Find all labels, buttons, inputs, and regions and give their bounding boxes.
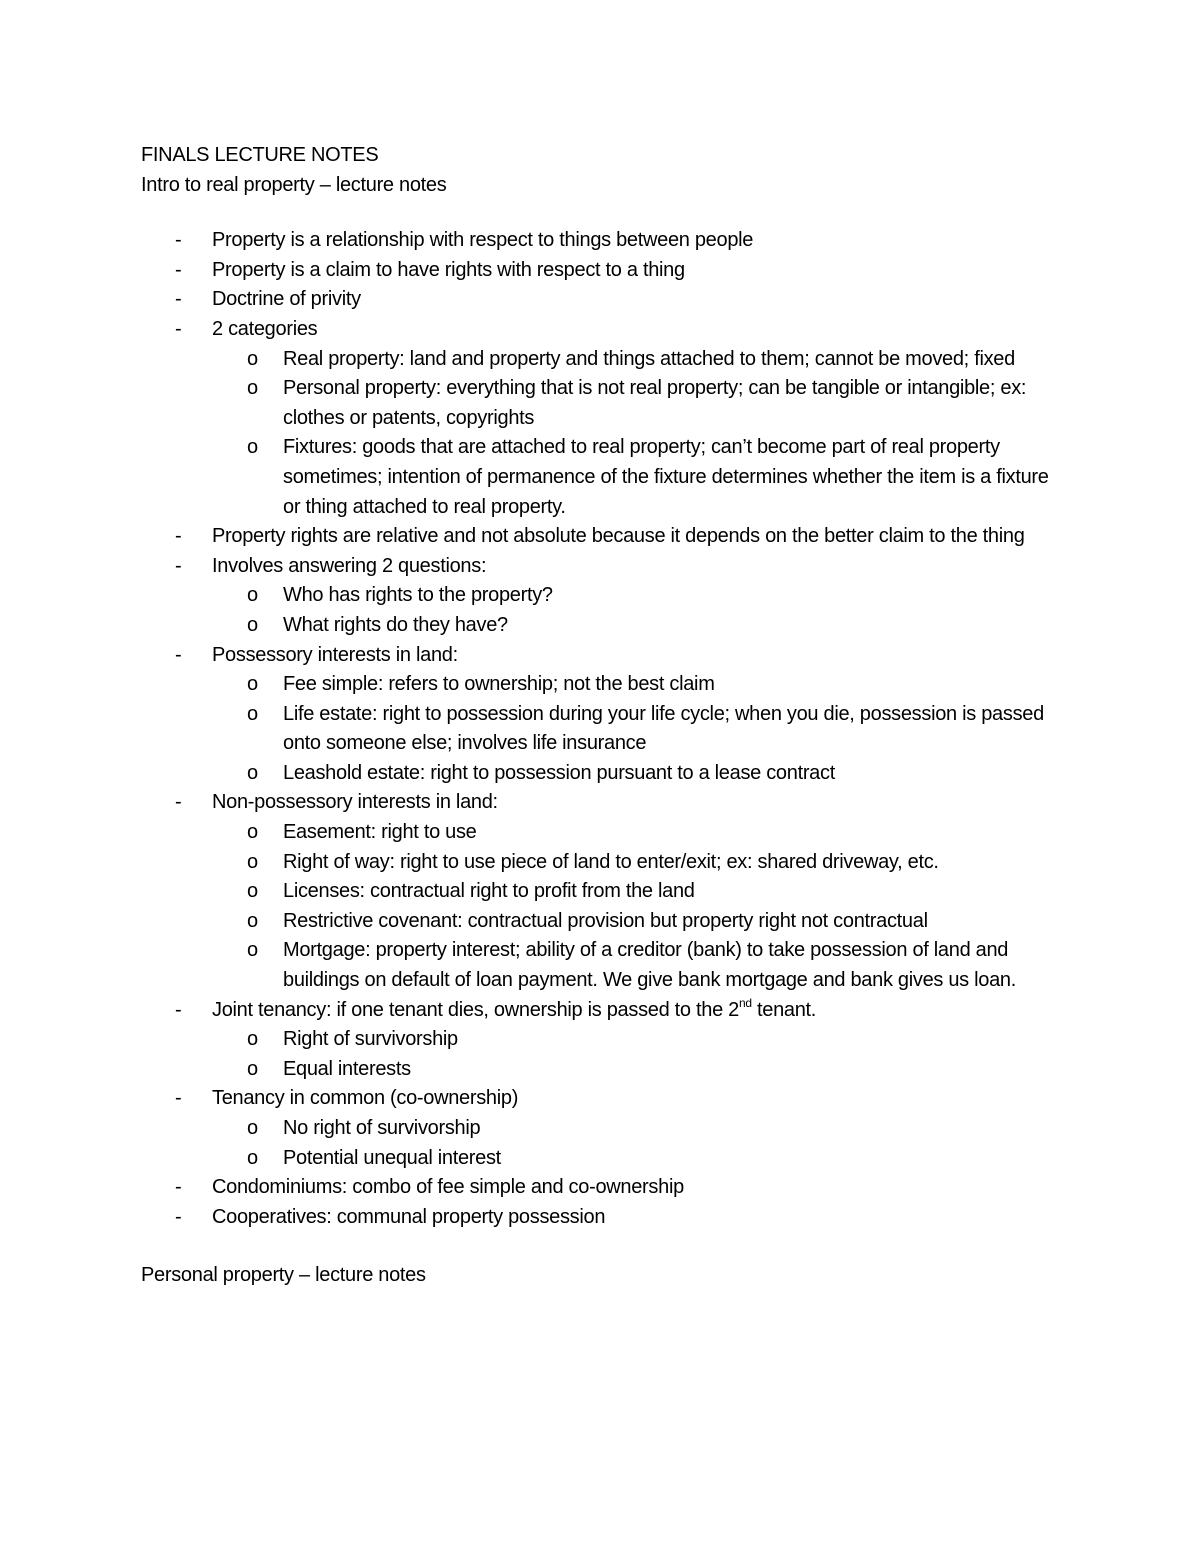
circle-bullet: o: [247, 584, 258, 607]
superscript: nd: [739, 995, 752, 1010]
sub-list: [212, 581, 1061, 640]
sub-list-item: [212, 345, 1061, 375]
sub-list-item: [212, 374, 1061, 433]
section-heading-real-property: Intro to real property – lecture notes: [141, 173, 447, 196]
document-page: [141, 141, 1061, 1291]
list-item: [141, 256, 1061, 286]
list-item: [141, 641, 1061, 789]
sub-list-item-text: Who has rights to the property?: [283, 584, 553, 607]
dash-bullet: -: [175, 1087, 182, 1110]
sub-list-item-text: What rights do they have?: [283, 613, 508, 636]
list-item: [141, 315, 1061, 522]
sub-list: [212, 818, 1061, 996]
sub-list-item: [212, 848, 1061, 878]
list-item-text: Non-possessory interests in land:: [212, 791, 498, 814]
sub-list: [212, 1025, 1061, 1084]
notes-list: [141, 226, 1061, 1232]
list-item-text: 2 categories: [212, 317, 318, 340]
sub-list-item: [212, 818, 1061, 848]
document-title: FINALS LECTURE NOTES: [141, 144, 379, 166]
sub-list-item-text: Fixtures: goods that are attached to real property; can’t become part of real property sometimes; intention of permanence of the fixture determines whether the item is a fixture or thing attached to real property.: [283, 436, 1049, 518]
circle-bullet: o: [247, 850, 258, 873]
sub-list-item-text: Leashold estate: right to possession pursuant to a lease contract: [283, 761, 835, 784]
sub-list-item: [212, 1055, 1061, 1085]
sub-list-item: [212, 907, 1061, 937]
dash-bullet: -: [175, 525, 182, 548]
dash-bullet: -: [175, 258, 182, 281]
circle-bullet: o: [247, 436, 258, 459]
sub-list-item-text: Restrictive covenant: contractual provision but property right not contractual: [283, 909, 928, 932]
sub-list-item: [212, 700, 1061, 759]
list-item-text: Property rights are relative and not absolute because it depends on the better claim to the thing: [212, 525, 1025, 548]
sub-list-item: [212, 581, 1061, 611]
circle-bullet: o: [247, 821, 258, 844]
list-item-text: Involves answering 2 questions:: [212, 554, 487, 577]
sub-list-item: [212, 759, 1061, 789]
list-item-text: Property is a claim to have rights with respect to a thing: [212, 258, 685, 281]
dash-bullet: -: [175, 998, 182, 1021]
circle-bullet: o: [247, 377, 258, 400]
sub-list-item: [212, 611, 1061, 641]
circle-bullet: o: [247, 673, 258, 696]
sub-list-item: [212, 936, 1061, 995]
sub-list-item-text: Right of survivorship: [283, 1028, 458, 1051]
dash-bullet: -: [175, 554, 182, 577]
sub-list-item-text: Mortgage: property interest; ability of a creditor (bank) to take possession of land and buildings on default of loan payment. We give bank mortgage and bank gives us loan.: [283, 939, 1017, 992]
circle-bullet: o: [247, 1117, 258, 1139]
sub-list-item-text: No right of survivorship: [283, 1117, 481, 1139]
list-item-text: Doctrine of privity: [212, 288, 361, 311]
circle-bullet: o: [247, 939, 258, 962]
list-item: [141, 226, 1061, 256]
sub-list-item-text: Potential unequal interest: [283, 1146, 501, 1169]
sub-list-item-text: Equal interests: [283, 1057, 411, 1080]
sub-list-item-text: Life estate: right to possession during your life cycle; when you die, possession is passed onto someone else; involves life insurance: [283, 702, 1044, 755]
list-item-text: Cooperatives: communal property possession: [212, 1205, 606, 1228]
dash-bullet: -: [175, 1205, 182, 1228]
sub-list-item: [212, 877, 1061, 907]
sub-list-item-text: Right of way: right to use piece of land to enter/exit; ex: shared driveway, etc.: [283, 850, 939, 873]
sub-list: [212, 345, 1061, 523]
list-item: [141, 1084, 1061, 1173]
sub-list-item-text: Real property: land and property and things attached to them; cannot be moved; fixed: [283, 347, 1015, 370]
sub-list-item: [212, 1114, 1061, 1144]
list-item: [141, 1203, 1061, 1233]
list-item: [141, 285, 1061, 315]
sub-list: [212, 670, 1061, 788]
circle-bullet: o: [247, 1146, 258, 1169]
list-item-text: Property is a relationship with respect to things between people: [212, 229, 754, 252]
list-item: [141, 552, 1061, 641]
sub-list: [212, 1114, 1061, 1173]
list-item-text: Possessory interests in land:: [212, 643, 458, 666]
circle-bullet: o: [247, 1028, 258, 1051]
circle-bullet: o: [247, 613, 258, 636]
section-heading-personal-property: Personal property – lecture notes: [141, 1264, 426, 1287]
dash-bullet: -: [175, 229, 182, 252]
dash-bullet: -: [175, 643, 182, 666]
circle-bullet: o: [247, 1057, 258, 1080]
circle-bullet: o: [247, 702, 258, 725]
dash-bullet: -: [175, 791, 182, 814]
sub-list-item-text: Personal property: everything that is not real property; can be tangible or intangible; ex: clothes or patents, copyrights: [283, 377, 1027, 429]
dash-bullet: -: [175, 288, 182, 311]
circle-bullet: o: [247, 909, 258, 932]
list-item: [141, 996, 1061, 1085]
sub-list-item-text: Licenses: contractual right to profit from the land: [283, 880, 695, 903]
list-item: [141, 1173, 1061, 1203]
sub-list-item-text: Fee simple: refers to ownership; not the best claim: [283, 673, 715, 696]
list-item-text: Joint tenancy: if one tenant dies, ownership is passed to the 2: [212, 998, 739, 1021]
circle-bullet: o: [247, 347, 258, 370]
sub-list-item: [212, 1144, 1061, 1174]
list-item: [141, 522, 1061, 552]
sub-list-item: [212, 1025, 1061, 1055]
list-item-text: Tenancy in common (co-ownership): [212, 1087, 519, 1110]
sub-list-item: [212, 670, 1061, 700]
sub-list-item: [212, 433, 1061, 522]
dash-bullet: -: [175, 317, 182, 340]
sub-list-item-text: Easement: right to use: [283, 821, 477, 844]
dash-bullet: -: [175, 1176, 182, 1199]
list-item-text-after: tenant.: [751, 998, 817, 1021]
circle-bullet: o: [247, 761, 258, 784]
circle-bullet: o: [247, 880, 258, 903]
list-item: [141, 788, 1061, 995]
list-item-text: Condominiums: combo of fee simple and co-ownership: [212, 1176, 684, 1199]
